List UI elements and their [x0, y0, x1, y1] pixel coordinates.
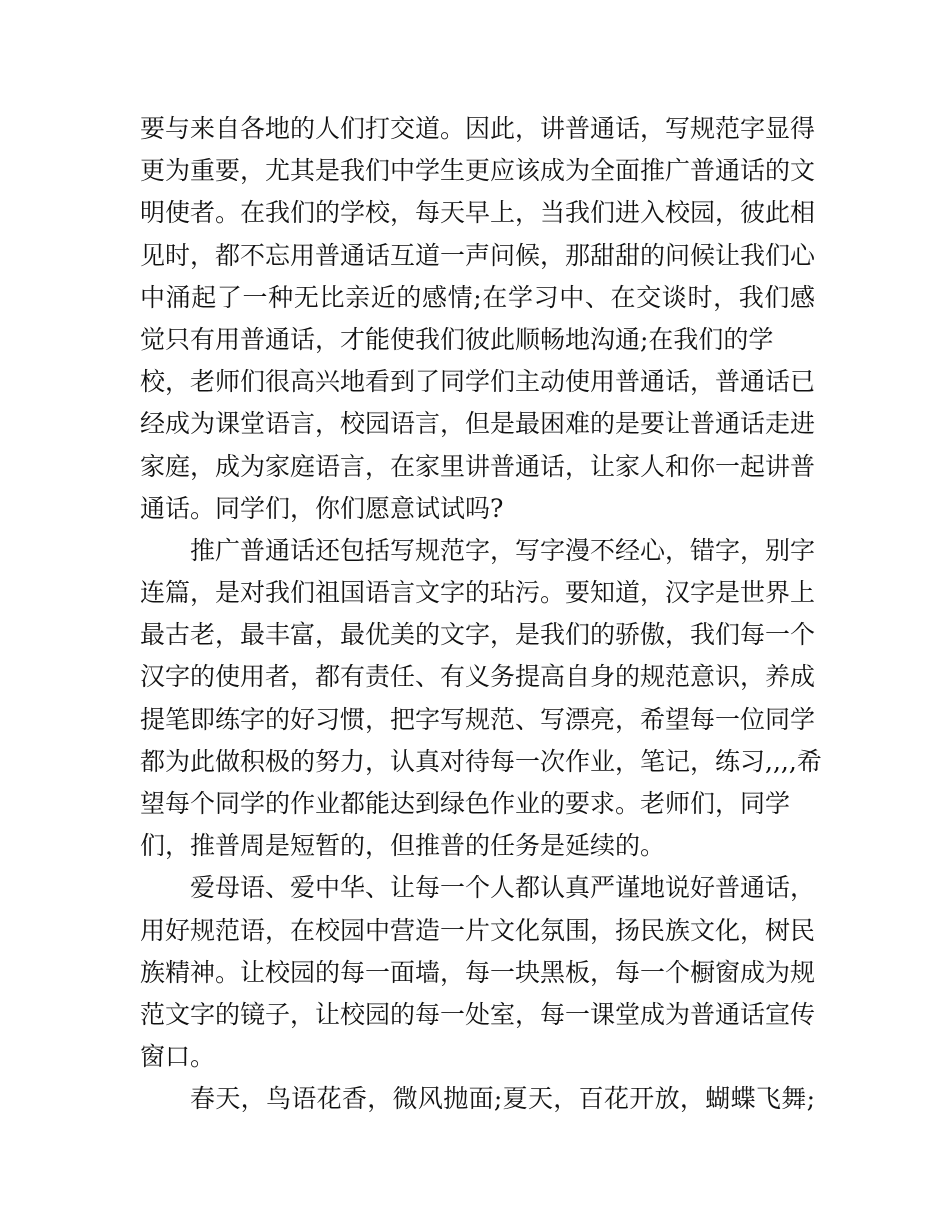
text-line: 要与来自各地的人们打交道。因此，讲普通话，写规范字显得: [140, 114, 816, 143]
text-line: 提笔即练字的好习惯，把字写规范、写漂亮，希望每一位同学: [140, 704, 816, 734]
text-line: 更为重要，尤其是我们中学生更应该成为全面推广普通话的文: [140, 156, 816, 186]
text-line: 连篇，是对我们祖国语言文字的玷污。要知道，汉字是世界上: [140, 578, 816, 608]
text-line: 经成为课堂语言，校园语言，但是最困难的是要让普通话走进: [140, 409, 816, 439]
text-line: 族精神。让校园的每一面墙，每一块黑板，每一个橱窗成为规: [140, 957, 816, 987]
text-line: 们，推普周是短暂的，但推普的任务是延续的。: [140, 831, 666, 861]
text-line: 通话。同学们，你们愿意试试吗?: [140, 493, 504, 523]
text-line: 范文字的镜子，让校园的每一处室，每一课堂成为普通话宣传: [140, 999, 816, 1029]
text-line: 汉字的使用者，都有责任、有义务提高自身的规范意识，养成: [140, 662, 816, 692]
text-line: 家庭，成为家庭语言，在家里讲普通话，让家人和你一起讲普: [140, 451, 816, 481]
text-line: 最古老，最丰富，最优美的文字，是我们的骄傲，我们每一个: [140, 620, 816, 650]
text-line: 明使者。在我们的学校，每天早上，当我们进入校园，彼此相: [140, 198, 816, 228]
text-line: 见时，都不忘用普通话互道一声问候，那甜甜的问候让我们心: [140, 240, 816, 270]
text-line: 觉只有用普通话，才能使我们彼此顺畅地沟通;在我们的学: [140, 324, 774, 354]
text-line: 用好规范语，在校园中营造一片文化氛围，扬民族文化，树民: [140, 915, 816, 945]
text-line: 窗口。: [140, 1042, 216, 1072]
text-line: 推广普通话还包括写规范字，写字漫不经心，错字，别字: [190, 535, 816, 565]
body-text: [140, 108, 822, 1121]
text-line: 爱母语、爱中华、让每一个人都认真严谨地说好普通话，: [190, 873, 816, 903]
text-line: 中涌起了一种无比亲近的感情;在学习中、在交谈时，我们感: [140, 282, 815, 312]
text-line: 校，老师们很高兴地看到了同学们主动使用普通话，普通话已: [140, 367, 816, 397]
text-line: 都为此做积极的努力，认真对待每一次作业，笔记，练习,,,,希: [140, 746, 822, 776]
text-line: 春天，鸟语花香，微风抛面;夏天，百花开放，蝴蝶飞舞;: [190, 1084, 815, 1114]
text-line: 望每个同学的作业都能达到绿色作业的要求。老师们，同学: [140, 789, 791, 818]
